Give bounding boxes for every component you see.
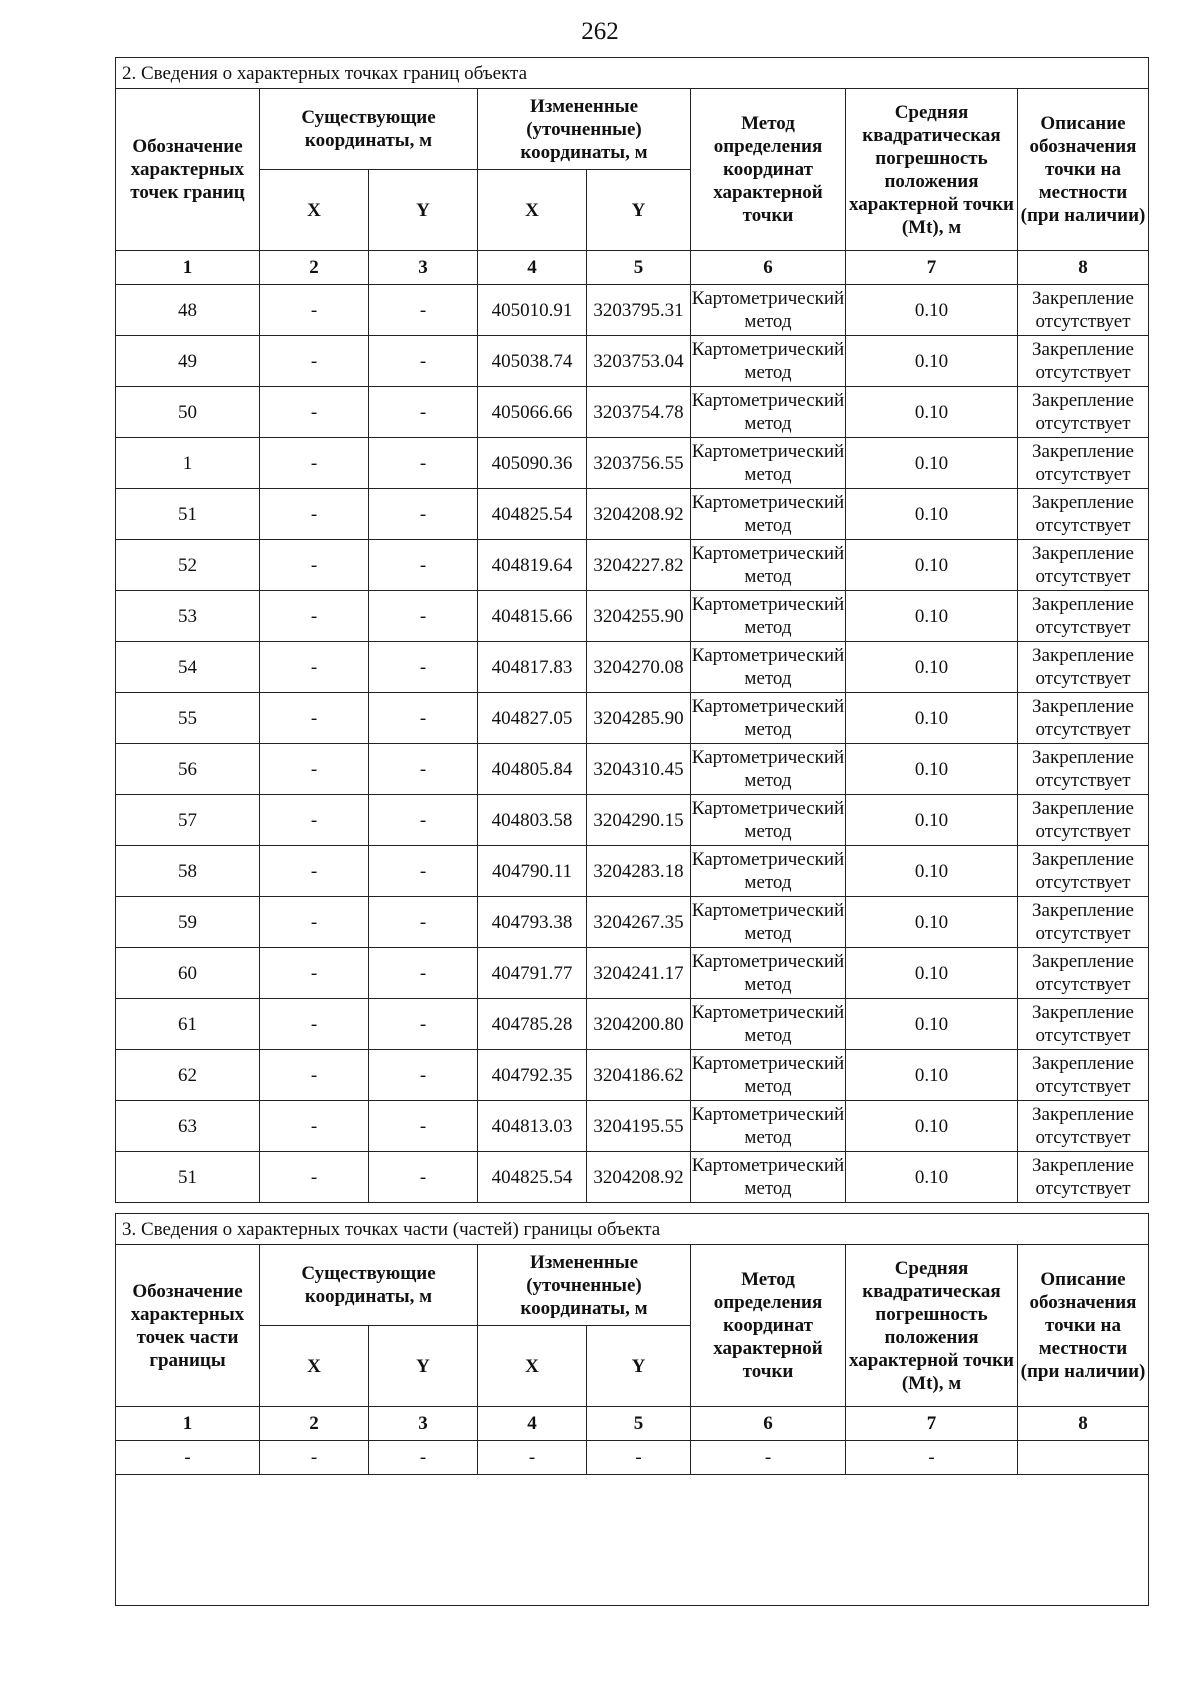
header-changed-coordinates: Измененные (уточненные) координаты, м: [478, 89, 691, 170]
description-cell: Закрепление отсутствует: [1018, 642, 1149, 693]
blank-area: [116, 1475, 1149, 1606]
mean-error: 0.10: [846, 540, 1018, 591]
method-cell: Картометрический метод: [691, 387, 846, 438]
description-cell: Закрепление отсутствует: [1018, 591, 1149, 642]
table-row: [116, 795, 1149, 846]
table-row: [116, 1152, 1149, 1203]
cell: -: [260, 1441, 369, 1475]
existing-y: -: [369, 795, 478, 846]
column-number: 1: [116, 251, 260, 285]
changed-x: 404805.84: [478, 744, 587, 795]
table-row: [116, 744, 1149, 795]
mean-error: 0.10: [846, 336, 1018, 387]
table-row: [116, 1441, 1149, 1475]
table-row: [116, 438, 1149, 489]
header-changed-coordinates: Измененные (уточненные) координаты, м: [478, 1245, 691, 1326]
description-cell: Закрепление отсутствует: [1018, 1152, 1149, 1203]
point-id: 52: [116, 540, 260, 591]
changed-x: 404813.03: [478, 1101, 587, 1152]
existing-x: -: [260, 285, 369, 336]
point-id: 48: [116, 285, 260, 336]
existing-x: -: [260, 1050, 369, 1101]
table-row: [116, 693, 1149, 744]
description-cell: Закрепление отсутствует: [1018, 999, 1149, 1050]
column-number: 4: [478, 1407, 587, 1441]
existing-x: -: [260, 438, 369, 489]
changed-x: 405090.36: [478, 438, 587, 489]
column-number: 5: [587, 251, 691, 285]
column-number: 2: [260, 251, 369, 285]
method-cell: Картометрический метод: [691, 846, 846, 897]
column-number: 4: [478, 251, 587, 285]
description-cell: Закрепление отсутствует: [1018, 846, 1149, 897]
existing-y: -: [369, 642, 478, 693]
point-id: 57: [116, 795, 260, 846]
method-cell: Картометрический метод: [691, 897, 846, 948]
changed-x: 405010.91: [478, 285, 587, 336]
mean-error: 0.10: [846, 897, 1018, 948]
header-designation: Обозначение характерных точек части границы: [116, 1245, 260, 1407]
existing-x: -: [260, 336, 369, 387]
point-id: 51: [116, 1152, 260, 1203]
cell: -: [478, 1441, 587, 1475]
changed-x: 404791.77: [478, 948, 587, 999]
column-number: 2: [260, 1407, 369, 1441]
changed-y: 3204208.92: [587, 1152, 691, 1203]
existing-y: -: [369, 846, 478, 897]
table-row: [116, 387, 1149, 438]
existing-y: -: [369, 744, 478, 795]
column-number: 1: [116, 1407, 260, 1441]
section-2-title: 2. Сведения о характерных точках границ объекта: [116, 58, 1149, 89]
mean-error: 0.10: [846, 1050, 1018, 1101]
description-cell: Закрепление отсутствует: [1018, 1050, 1149, 1101]
table-row: [116, 1050, 1149, 1101]
changed-y: 3204200.80: [587, 999, 691, 1050]
description-cell: Закрепление отсутствует: [1018, 744, 1149, 795]
column-number: 3: [369, 251, 478, 285]
point-id: 60: [116, 948, 260, 999]
column-number: 5: [587, 1407, 691, 1441]
changed-y: 3203756.55: [587, 438, 691, 489]
changed-x: 404825.54: [478, 1152, 587, 1203]
changed-x: 404793.38: [478, 897, 587, 948]
description-cell: Закрепление отсутствует: [1018, 285, 1149, 336]
description-cell: Закрепление отсутствует: [1018, 387, 1149, 438]
point-id: 58: [116, 846, 260, 897]
description-cell: Закрепление отсутствует: [1018, 540, 1149, 591]
point-id: 56: [116, 744, 260, 795]
changed-x: 405038.74: [478, 336, 587, 387]
method-cell: Картометрический метод: [691, 285, 846, 336]
description-cell: Закрепление отсутствует: [1018, 336, 1149, 387]
method-cell: Картометрический метод: [691, 591, 846, 642]
method-cell: Картометрический метод: [691, 795, 846, 846]
existing-x: -: [260, 489, 369, 540]
point-id: 50: [116, 387, 260, 438]
mean-error: 0.10: [846, 438, 1018, 489]
column-number: 6: [691, 251, 846, 285]
method-cell: Картометрический метод: [691, 336, 846, 387]
point-id: 53: [116, 591, 260, 642]
changed-x: 404817.83: [478, 642, 587, 693]
changed-y: 3204290.15: [587, 795, 691, 846]
column-number: 7: [846, 1407, 1018, 1441]
description-cell: Закрепление отсутствует: [1018, 489, 1149, 540]
changed-x: 405066.66: [478, 387, 587, 438]
mean-error: 0.10: [846, 795, 1018, 846]
header-existing-x: X: [260, 1326, 369, 1407]
section-3-title: 3. Сведения о характерных точках части (частей) границы объекта: [116, 1214, 1149, 1245]
header-changed-y: Y: [587, 170, 691, 251]
existing-y: -: [369, 438, 478, 489]
table-row: [116, 1101, 1149, 1152]
table-row: [116, 999, 1149, 1050]
table-row: [116, 591, 1149, 642]
table-row: [116, 285, 1149, 336]
existing-y: -: [369, 693, 478, 744]
point-id: 54: [116, 642, 260, 693]
mean-error: 0.10: [846, 489, 1018, 540]
existing-x: -: [260, 591, 369, 642]
existing-x: -: [260, 948, 369, 999]
mean-error: 0.10: [846, 285, 1018, 336]
mean-error: 0.10: [846, 999, 1018, 1050]
mean-error: 0.10: [846, 948, 1018, 999]
mean-error: 0.10: [846, 1152, 1018, 1203]
cell: -: [587, 1441, 691, 1475]
changed-x: 404825.54: [478, 489, 587, 540]
existing-x: -: [260, 1101, 369, 1152]
existing-x: -: [260, 897, 369, 948]
description-cell: Закрепление отсутствует: [1018, 948, 1149, 999]
description-cell: Закрепление отсутствует: [1018, 1101, 1149, 1152]
description-cell: Закрепление отсутствует: [1018, 795, 1149, 846]
table-row: [116, 540, 1149, 591]
method-cell: Картометрический метод: [691, 1101, 846, 1152]
existing-y: -: [369, 1152, 478, 1203]
mean-error: 0.10: [846, 693, 1018, 744]
column-numbers-row: [116, 1407, 1149, 1441]
existing-y: -: [369, 897, 478, 948]
header-existing-y: Y: [369, 1326, 478, 1407]
method-cell: Картометрический метод: [691, 999, 846, 1050]
existing-y: -: [369, 489, 478, 540]
existing-y: -: [369, 540, 478, 591]
table-row: [116, 846, 1149, 897]
changed-y: 3204267.35: [587, 897, 691, 948]
existing-x: -: [260, 846, 369, 897]
existing-y: -: [369, 285, 478, 336]
changed-y: 3203753.04: [587, 336, 691, 387]
column-number: 6: [691, 1407, 846, 1441]
cell: -: [691, 1441, 846, 1475]
changed-y: 3204186.62: [587, 1050, 691, 1101]
header-description: Описание обозначения точки на местности (при наличии): [1018, 1245, 1149, 1407]
table-row: [116, 642, 1149, 693]
changed-x: 404803.58: [478, 795, 587, 846]
column-number: 8: [1018, 251, 1149, 285]
mean-error: 0.10: [846, 387, 1018, 438]
changed-y: 3204227.82: [587, 540, 691, 591]
header-mean-error: Средняя квадратическая погрешность положения характерной точки (Mt), м: [846, 1245, 1018, 1407]
existing-x: -: [260, 744, 369, 795]
header-changed-x: X: [478, 170, 587, 251]
mean-error: 0.10: [846, 744, 1018, 795]
method-cell: Картометрический метод: [691, 489, 846, 540]
existing-y: -: [369, 591, 478, 642]
boundary-points-table: [115, 57, 1149, 1203]
point-id: 55: [116, 693, 260, 744]
changed-x: 404819.64: [478, 540, 587, 591]
part-boundary-points-table: [115, 1213, 1149, 1606]
point-id: 61: [116, 999, 260, 1050]
changed-y: 3204283.18: [587, 846, 691, 897]
point-id: 63: [116, 1101, 260, 1152]
mean-error: 0.10: [846, 846, 1018, 897]
page-number: 262: [581, 18, 619, 45]
header-mean-error: Средняя квадратическая погрешность положения характерной точки (Mt), м: [846, 89, 1018, 251]
header-changed-x: X: [478, 1326, 587, 1407]
existing-y: -: [369, 1101, 478, 1152]
changed-x: 404785.28: [478, 999, 587, 1050]
cell: [1018, 1441, 1149, 1475]
existing-x: -: [260, 795, 369, 846]
header-changed-y: Y: [587, 1326, 691, 1407]
existing-x: -: [260, 387, 369, 438]
existing-y: -: [369, 1050, 478, 1101]
table-row: [116, 897, 1149, 948]
method-cell: Картометрический метод: [691, 744, 846, 795]
existing-y: -: [369, 387, 478, 438]
header-existing-x: X: [260, 170, 369, 251]
changed-y: 3204270.08: [587, 642, 691, 693]
cell: -: [846, 1441, 1018, 1475]
changed-y: 3204208.92: [587, 489, 691, 540]
blank-area-row: [116, 1475, 1149, 1606]
changed-y: 3203754.78: [587, 387, 691, 438]
changed-y: 3204310.45: [587, 744, 691, 795]
existing-y: -: [369, 336, 478, 387]
existing-y: -: [369, 999, 478, 1050]
header-existing-coordinates: Существующие координаты, м: [260, 1245, 478, 1326]
point-id: 59: [116, 897, 260, 948]
changed-y: 3204255.90: [587, 591, 691, 642]
method-cell: Картометрический метод: [691, 438, 846, 489]
header-method: Метод определения координат характерной точки: [691, 1245, 846, 1407]
column-number: 3: [369, 1407, 478, 1441]
column-number: 7: [846, 251, 1018, 285]
changed-y: 3204195.55: [587, 1101, 691, 1152]
header-existing-y: Y: [369, 170, 478, 251]
method-cell: Картометрический метод: [691, 642, 846, 693]
changed-x: 404827.05: [478, 693, 587, 744]
method-cell: Картометрический метод: [691, 1050, 846, 1101]
changed-y: 3204285.90: [587, 693, 691, 744]
column-numbers-row: [116, 251, 1149, 285]
table-row: [116, 948, 1149, 999]
header-existing-coordinates: Существующие координаты, м: [260, 89, 478, 170]
header-method: Метод определения координат характерной точки: [691, 89, 846, 251]
existing-x: -: [260, 540, 369, 591]
cell: -: [369, 1441, 478, 1475]
changed-x: 404792.35: [478, 1050, 587, 1101]
mean-error: 0.10: [846, 1101, 1018, 1152]
point-id: 51: [116, 489, 260, 540]
mean-error: 0.10: [846, 591, 1018, 642]
description-cell: Закрепление отсутствует: [1018, 897, 1149, 948]
existing-x: -: [260, 693, 369, 744]
method-cell: Картометрический метод: [691, 1152, 846, 1203]
changed-x: 404790.11: [478, 846, 587, 897]
method-cell: Картометрический метод: [691, 693, 846, 744]
existing-x: -: [260, 1152, 369, 1203]
table-row: [116, 489, 1149, 540]
description-cell: Закрепление отсутствует: [1018, 438, 1149, 489]
mean-error: 0.10: [846, 642, 1018, 693]
changed-x: 404815.66: [478, 591, 587, 642]
point-id: 49: [116, 336, 260, 387]
header-description: Описание обозначения точки на местности (при наличии): [1018, 89, 1149, 251]
existing-x: -: [260, 642, 369, 693]
changed-y: 3204241.17: [587, 948, 691, 999]
table-row: [116, 336, 1149, 387]
existing-x: -: [260, 999, 369, 1050]
cell: -: [116, 1441, 260, 1475]
description-cell: Закрепление отсутствует: [1018, 693, 1149, 744]
header-designation: Обозначение характерных точек границ: [116, 89, 260, 251]
point-id: 1: [116, 438, 260, 489]
method-cell: Картометрический метод: [691, 948, 846, 999]
method-cell: Картометрический метод: [691, 540, 846, 591]
point-id: 62: [116, 1050, 260, 1101]
column-number: 8: [1018, 1407, 1149, 1441]
existing-y: -: [369, 948, 478, 999]
changed-y: 3203795.31: [587, 285, 691, 336]
